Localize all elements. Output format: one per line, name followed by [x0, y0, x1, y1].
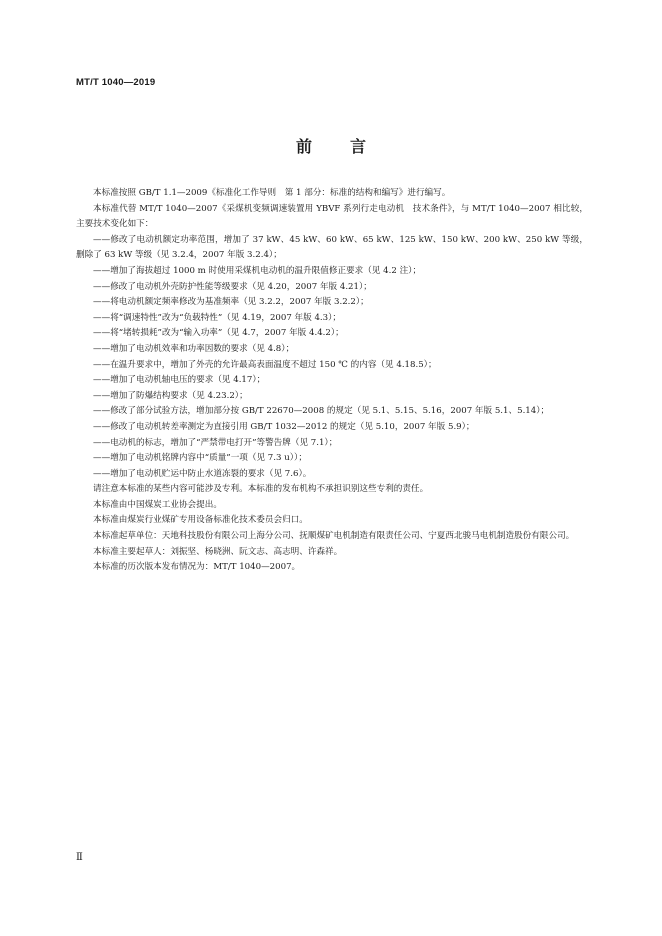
- change-item: ——将“调速特性”改为“负载特性”（见 4.19，2007 年版 4.3）；: [93, 312, 342, 323]
- change-item: ——增加了海拔超过 1000 m 时使用采煤机电动机的温升限值修正要求（见 4.2 注）；: [93, 265, 422, 276]
- change-item: ——增加了电动机效率和功率因数的要求（见 4.8）；: [93, 343, 295, 354]
- change-item: ——修改了电动机转差率测定为直接引用 GB/T 1032—2012 的规定（见 5.10，2007 年版 5.9）；: [93, 421, 475, 432]
- change-item: ——在温升要求中，增加了外壳的允许最高表面温度不超过 150 ℃ 的内容（见 4.18.5）；: [93, 359, 437, 370]
- paragraph: 本标准代替 MT/T 1040—2007《采煤机变频调速装置用 YBVF 系列行走电动机 技术条件》，与 MT/T 1040—2007 相比较，主要技术变化如下：: [76, 203, 588, 230]
- section-title: [0, 134, 662, 157]
- paragraph: 本标准由煤炭行业煤矿专用设备标准化技术委员会归口。: [93, 515, 308, 526]
- change-item: ——修改了电动机外壳防护性能等级要求（见 4.20，2007 年版 4.21）；: [93, 281, 372, 292]
- change-item: ——将“堵转损耗”改为“输入功率”（见 4.7，2007 年版 4.4.2）；: [93, 328, 344, 339]
- paragraph: 本标准由中国煤炭工业协会提出。: [93, 499, 222, 510]
- change-item: ——将电动机额定频率修改为基准频率（见 3.2.2，2007 年版 3.2.2）；: [93, 297, 369, 308]
- change-item: ——增加了防爆结构要求（见 4.23.2）；: [93, 390, 248, 401]
- paragraph: 本标准按照 GB/T 1.1—2009《标准化工作导则 第 1 部分：标准的结构和编写》进行编写。: [93, 188, 451, 198]
- foreword-body: [76, 186, 588, 576]
- change-item: ——修改了电动机额定功率范围，增加了 37 kW、45 kW、60 kW、65 kW、125 kW、150 kW、200 kW、250 kW 等级，删除了 63 kW 等级（见 3.2.4，2007 年版 3.2.4）；: [76, 234, 588, 261]
- change-item: ——增加了电动机铭牌内容中“质量”一项（见 7.3 u））；: [93, 453, 307, 464]
- paragraph: 本标准的历次版本发布情况为：MT/T 1040—2007。: [93, 562, 301, 573]
- change-item: ——增加了电动机轴电压的要求（见 4.17）；: [93, 375, 266, 386]
- title-char-2: 言: [350, 137, 367, 156]
- title-char-1: 前: [295, 137, 312, 156]
- change-item: ——修改了部分试验方法，增加部分按 GB/T 22670—2008 的规定（见 5.1、5.15、5.16，2007 年版 5.1、5.14）；: [93, 406, 550, 417]
- paragraph: 请注意本标准的某些内容可能涉及专利。本标准的发布机构不承担识别这些专利的责任。: [93, 484, 429, 495]
- paragraph: 本标准起草单位：天地科技股份有限公司上海分公司、抚顺煤矿电机制造有限责任公司、宁夏西北骏马电机制造股份有限公司。: [93, 531, 575, 542]
- change-item: ——增加了电动机贮运中防止水道冻裂的要求（见 7.6）。: [93, 468, 312, 479]
- paragraph: 本标准主要起草人：刘振坚、杨晓洲、阮文志、高志明、许森祥。: [93, 546, 343, 557]
- page-number: Ⅱ: [76, 852, 83, 863]
- change-item: ——电动机的标志，增加了“严禁带电打开”等警告牌（见 7.1）；: [93, 437, 338, 448]
- standard-code-header: MT/T 1040—2019: [76, 77, 156, 88]
